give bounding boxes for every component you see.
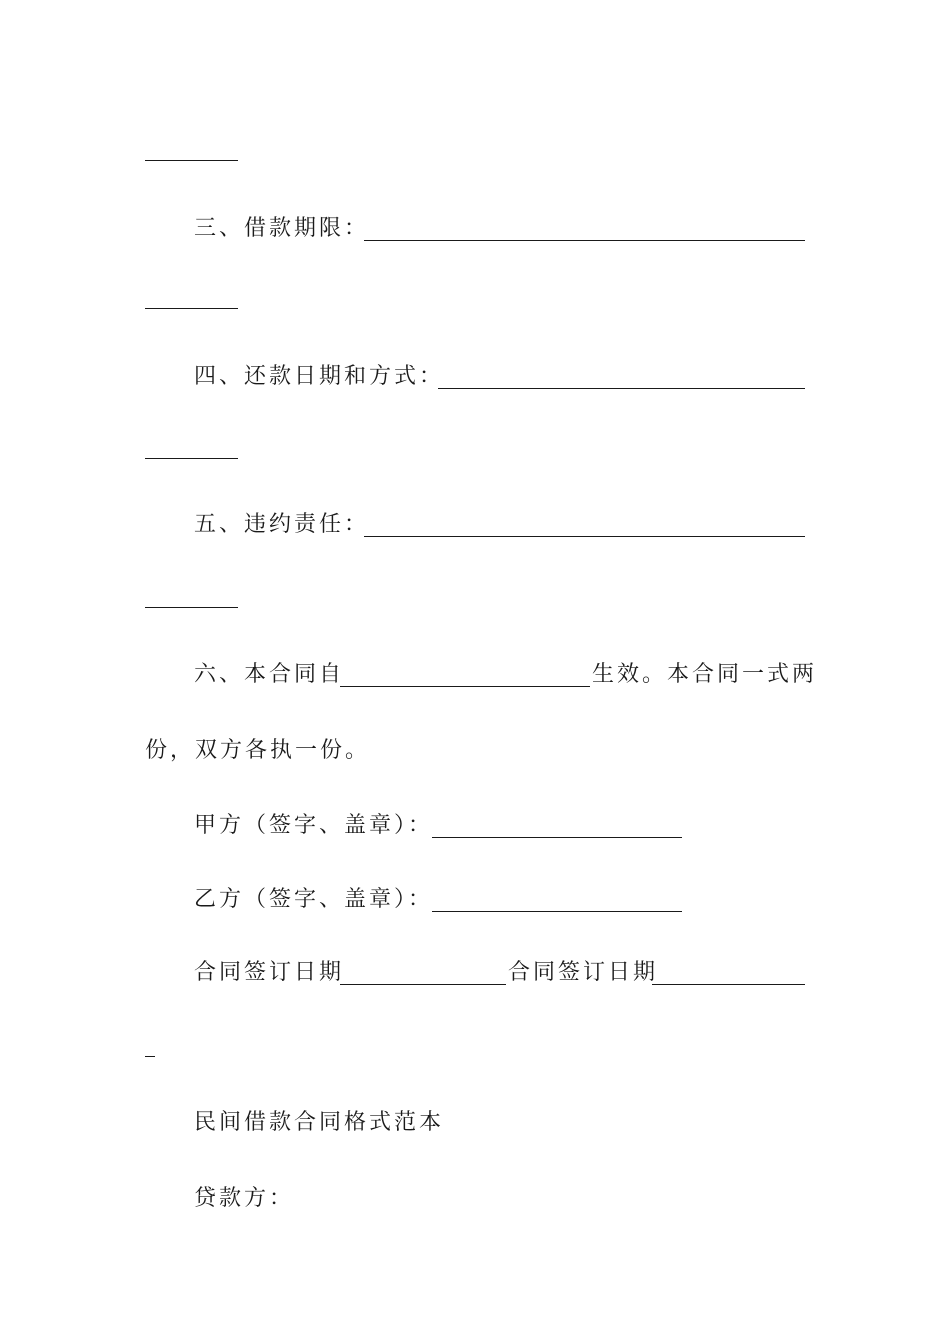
continuation-line-1 (0, 132, 950, 166)
blank-underline[interactable] (145, 160, 238, 161)
sign-date-blank-1[interactable] (340, 984, 506, 985)
repayment-blank[interactable] (438, 388, 805, 389)
blank-underline[interactable] (145, 308, 238, 309)
party-b-label: 乙方（签字、盖章）： (194, 887, 434, 912)
clause-4-label: 四、还款日期和方式： (194, 364, 445, 389)
lender-line (0, 1182, 950, 1216)
sign-date-label-2: 合同签订日期 (508, 960, 659, 985)
blank-underline[interactable] (145, 607, 238, 608)
lender-label: 贷款方： (194, 1186, 295, 1211)
sign-date-label-1: 合同签订日期 (194, 960, 345, 985)
clause-6-continued (0, 734, 950, 768)
blank-underline[interactable] (145, 1056, 155, 1057)
clause-3-label: 三、借款期限： (194, 216, 370, 241)
continuation-line-dates (0, 1028, 950, 1062)
party-a-signature-blank[interactable] (432, 837, 682, 838)
clause-6-prefix: 六、本合同自 (194, 662, 345, 687)
party-a-signature (0, 809, 950, 843)
sign-date-blank-2[interactable] (652, 984, 805, 985)
clause-5-label: 五、违约责任： (194, 512, 370, 537)
continuation-line-3 (0, 280, 950, 314)
blank-underline[interactable] (145, 458, 238, 459)
clause-6-suffix: 生效。本合同一式两 (592, 662, 818, 687)
party-b-signature-blank[interactable] (432, 911, 682, 912)
loan-term-blank[interactable] (364, 240, 805, 241)
clause-5 (0, 508, 950, 542)
breach-liability-blank[interactable] (364, 536, 805, 537)
continuation-line-4 (0, 430, 950, 464)
signing-dates (0, 956, 950, 990)
effective-date-blank[interactable] (340, 686, 590, 687)
contract-title: 民间借款合同格式范本 (194, 1110, 445, 1135)
clause-6 (0, 658, 950, 692)
party-a-label: 甲方（签字、盖章）： (194, 813, 434, 838)
continuation-line-5 (0, 579, 950, 613)
clause-6-cont: 份，双方各执一份。 (145, 738, 371, 763)
clause-3 (0, 212, 950, 246)
clause-4 (0, 360, 950, 394)
next-contract-title (0, 1106, 950, 1140)
party-b-signature (0, 883, 950, 917)
